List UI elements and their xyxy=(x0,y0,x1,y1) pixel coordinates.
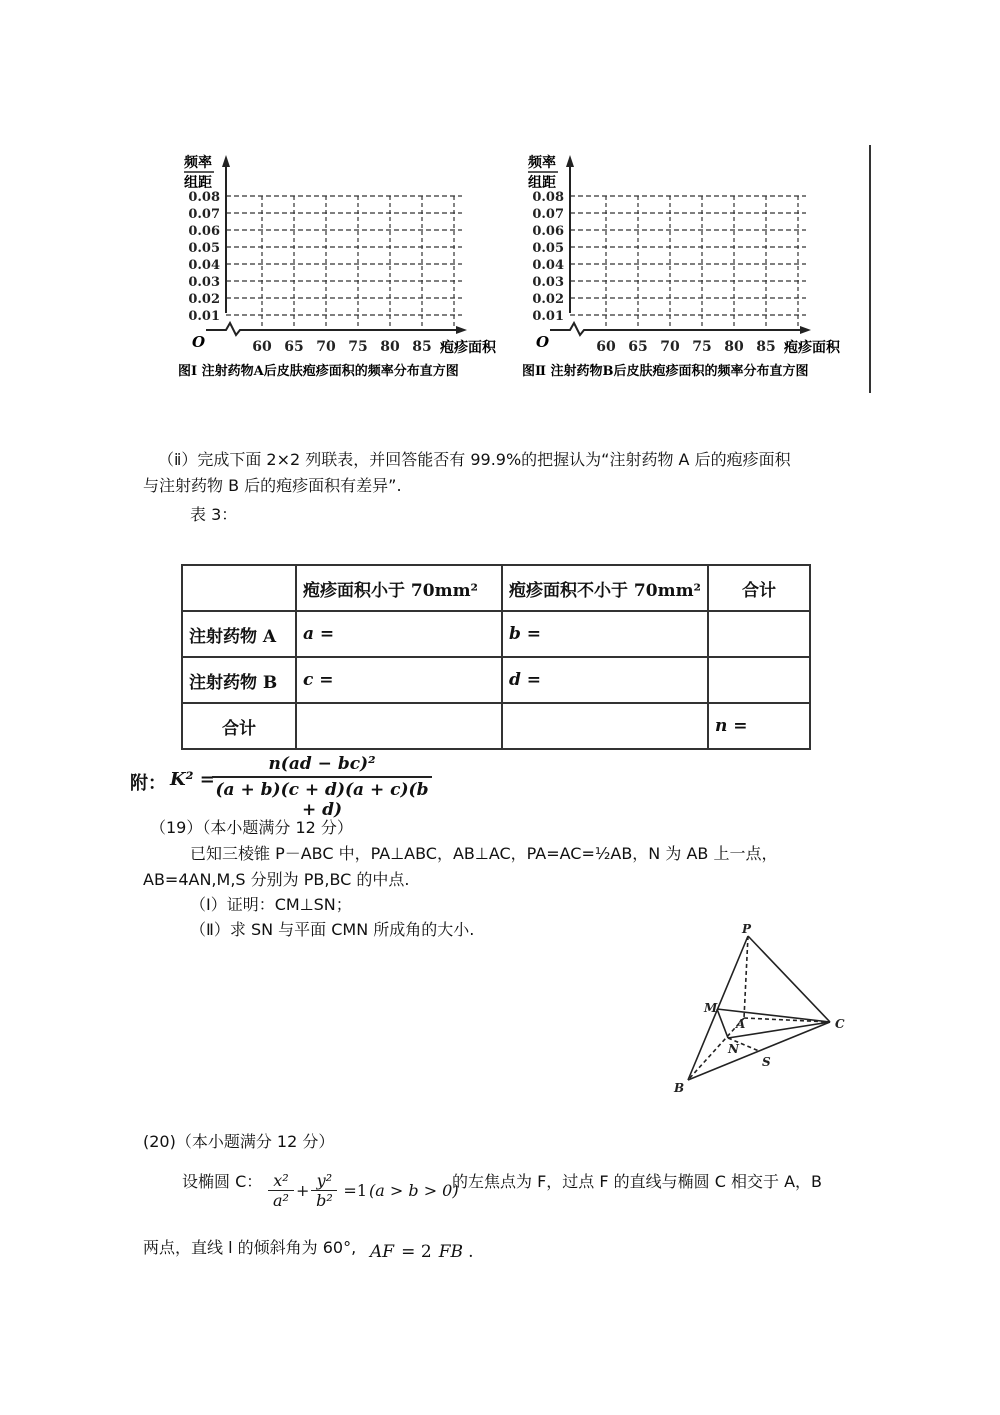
table-row-drug-a xyxy=(182,611,810,657)
q19-part2: （Ⅱ）求 SN 与平面 CMN 所成角的大小. xyxy=(190,920,475,939)
chart-a-ytick-1: 0.02 xyxy=(188,292,220,307)
q19-line1: 已知三棱锥 P－ABC 中，PA⊥ABC，AB⊥AC，PA=AC=½AB，N 为 AB 上一点， xyxy=(190,844,778,863)
chart-b-ytick-0: 0.01 xyxy=(532,309,564,324)
chart-b-xtick-2: 70 xyxy=(660,339,680,355)
chart-a-xtick-4: 80 xyxy=(380,339,400,355)
chart-a-x-arrow xyxy=(456,326,467,334)
q20-ellipse-equation xyxy=(268,1160,459,1220)
formula-fraction xyxy=(212,754,432,820)
label-m: M xyxy=(704,1001,718,1015)
chart-b-ytick-6: 0.07 xyxy=(532,207,564,222)
cell-total-ge70[interactable] xyxy=(502,703,708,749)
q19-part1: （Ⅰ）证明：CM⊥SN； xyxy=(190,895,352,914)
histogram-chart-b xyxy=(514,145,874,385)
q20-header: (20)（本小题满分 12 分） xyxy=(143,1132,335,1151)
chart-b-grid xyxy=(570,196,806,330)
vector-eq: = 2 xyxy=(401,1242,432,1262)
plus-sign: + xyxy=(296,1180,310,1200)
frac-x xyxy=(268,1171,294,1210)
q19-line2: AB=4AN,M,S 分别为 PB,BC 的中点. xyxy=(143,870,410,889)
chart-b-ytick-3: 0.04 xyxy=(532,258,564,273)
table-row-total xyxy=(182,703,810,749)
chart-a-ytick-4: 0.05 xyxy=(188,241,220,256)
table-label: 表 3： xyxy=(190,505,238,524)
formula-bar xyxy=(212,776,432,778)
chart-a-ytick-0: 0.01 xyxy=(188,309,220,324)
chart-a-xtick-0: 60 xyxy=(252,339,272,355)
chart-b-ylabel-top: 频率 xyxy=(528,155,556,171)
chart-b-xtick-5: 85 xyxy=(756,339,776,355)
chart-b-xlabel: 疱疹面积 xyxy=(784,340,840,356)
cell-total-lt70[interactable] xyxy=(296,703,502,749)
label-b: B xyxy=(674,1081,685,1095)
chart-a-xlabel: 疱疹面积 xyxy=(440,340,496,356)
eq-one: =1 xyxy=(343,1180,367,1200)
label-n: N xyxy=(728,1042,739,1056)
q20-line1-suffix: 的左焦点为 F，过点 F 的直线与椭圆 C 相交于 A，B xyxy=(452,1172,823,1191)
chart-a-xtick-5: 85 xyxy=(412,339,432,355)
cell-d[interactable]: d = xyxy=(502,657,708,703)
chart-a-ytick-2: 0.03 xyxy=(188,275,220,290)
cell-a-total[interactable] xyxy=(708,611,810,657)
chart-b-xtick-4: 80 xyxy=(724,339,744,355)
eq-condition: (a > b > 0) xyxy=(369,1180,459,1200)
frac-y-den: b² xyxy=(316,1190,333,1210)
formula-prefix: 附： xyxy=(130,773,166,794)
chart-a-xtick-2: 70 xyxy=(316,339,336,355)
chart-b-x-arrow xyxy=(800,326,811,334)
formula-numerator: n(ad − bc)² xyxy=(268,754,376,774)
table-col-ge70: 疱疹面积不小于 70mm² xyxy=(502,565,708,611)
label-a: A xyxy=(736,1017,746,1031)
edge-pa xyxy=(744,936,748,1018)
chart-a-caption: 图Ⅰ 注射药物A后皮肤疱疹面积的频率分布直方图 xyxy=(178,364,459,379)
histogram-chart-a xyxy=(170,145,530,385)
formula-lhs: K² = xyxy=(170,769,215,790)
chart-a-xtick-1: 65 xyxy=(284,339,304,355)
chart-b-xtick-0: 60 xyxy=(596,339,616,355)
chart-a-origin: O xyxy=(192,333,206,351)
chart-a-ytick-6: 0.07 xyxy=(188,207,220,222)
chart-b-ytick-1: 0.02 xyxy=(532,292,564,307)
edge-pc xyxy=(748,936,830,1022)
chart-b-caption: 图Ⅱ 注射药物B后皮肤疱疹面积的频率分布直方图 xyxy=(522,364,809,379)
chart-b-y-arrow xyxy=(566,155,574,167)
vector-end: . xyxy=(468,1242,474,1262)
q20-line1-prefix: 设椭圆 C： xyxy=(182,1172,263,1191)
chart-b-ylabel-bottom: 组距 xyxy=(528,175,556,191)
cell-c[interactable]: c = xyxy=(296,657,502,703)
chart-a-grid xyxy=(226,196,462,330)
chart-b-ytick-5: 0.06 xyxy=(532,224,564,239)
chart-b-xtick-1: 65 xyxy=(628,339,648,355)
vector-af: AF xyxy=(370,1242,395,1262)
q19-header: （19）（本小题满分 12 分） xyxy=(150,818,353,837)
table-row-drug-b xyxy=(182,657,810,703)
chart-b-ytick-4: 0.05 xyxy=(532,241,564,256)
q-ii-line1: （ⅱ）完成下面 2×2 列联表，并回答能否有 99.9%的把握认为“注射药物 A 后的疱疹面积 xyxy=(158,450,791,469)
cell-b[interactable]: b = xyxy=(502,611,708,657)
frac-x-den: a² xyxy=(273,1190,289,1210)
chart-a-ytick-3: 0.04 xyxy=(188,258,220,273)
label-p: P xyxy=(742,922,752,936)
q20-line2-prefix: 两点，直线 l 的倾斜角为 60°, xyxy=(143,1238,357,1257)
chart-a-ylabel-top: 频率 xyxy=(184,155,212,171)
scan-edge-line xyxy=(869,145,871,393)
chart-a-y-arrow xyxy=(222,155,230,167)
frac-y xyxy=(311,1171,337,1210)
chart-a-ytick-7: 0.08 xyxy=(188,190,220,205)
table-col-total: 合计 xyxy=(708,565,810,611)
contingency-table xyxy=(181,564,811,750)
frac-x-num: x² xyxy=(273,1170,289,1190)
edge-mn xyxy=(717,1009,728,1038)
pyramid-figure xyxy=(670,920,860,1100)
table-row-label-total: 合计 xyxy=(182,703,296,749)
q-ii-line2: 与注射药物 B 后的疱疹面积有差异”. xyxy=(143,476,402,495)
q20-vector-eq xyxy=(370,1242,474,1262)
chart-b-xtick-3: 75 xyxy=(692,339,712,355)
table-corner-cell xyxy=(182,565,296,611)
cell-b-total[interactable] xyxy=(708,657,810,703)
chart-a-ylabel-bottom: 组距 xyxy=(184,175,212,191)
chart-b-ytick-2: 0.03 xyxy=(532,275,564,290)
cell-a[interactable]: a = xyxy=(296,611,502,657)
frac-y-num: y² xyxy=(316,1170,333,1190)
table-row-label-b: 注射药物 B xyxy=(182,657,296,703)
chart-b-origin: O xyxy=(536,333,550,351)
label-c: C xyxy=(835,1017,845,1031)
chart-a-ytick-5: 0.06 xyxy=(188,224,220,239)
table-col-lt70: 疱疹面积小于 70mm² xyxy=(296,565,502,611)
chart-b-ytick-7: 0.08 xyxy=(532,190,564,205)
table-header-row xyxy=(182,565,810,611)
table-row-label-a: 注射药物 A xyxy=(182,611,296,657)
label-s: S xyxy=(762,1055,771,1069)
chart-a-xtick-3: 75 xyxy=(348,339,368,355)
cell-n[interactable]: n = xyxy=(708,703,810,749)
formula-denominator: (a + b)(c + d)(a + c)(b + d) xyxy=(215,780,429,820)
vector-fb: FB xyxy=(438,1242,464,1262)
